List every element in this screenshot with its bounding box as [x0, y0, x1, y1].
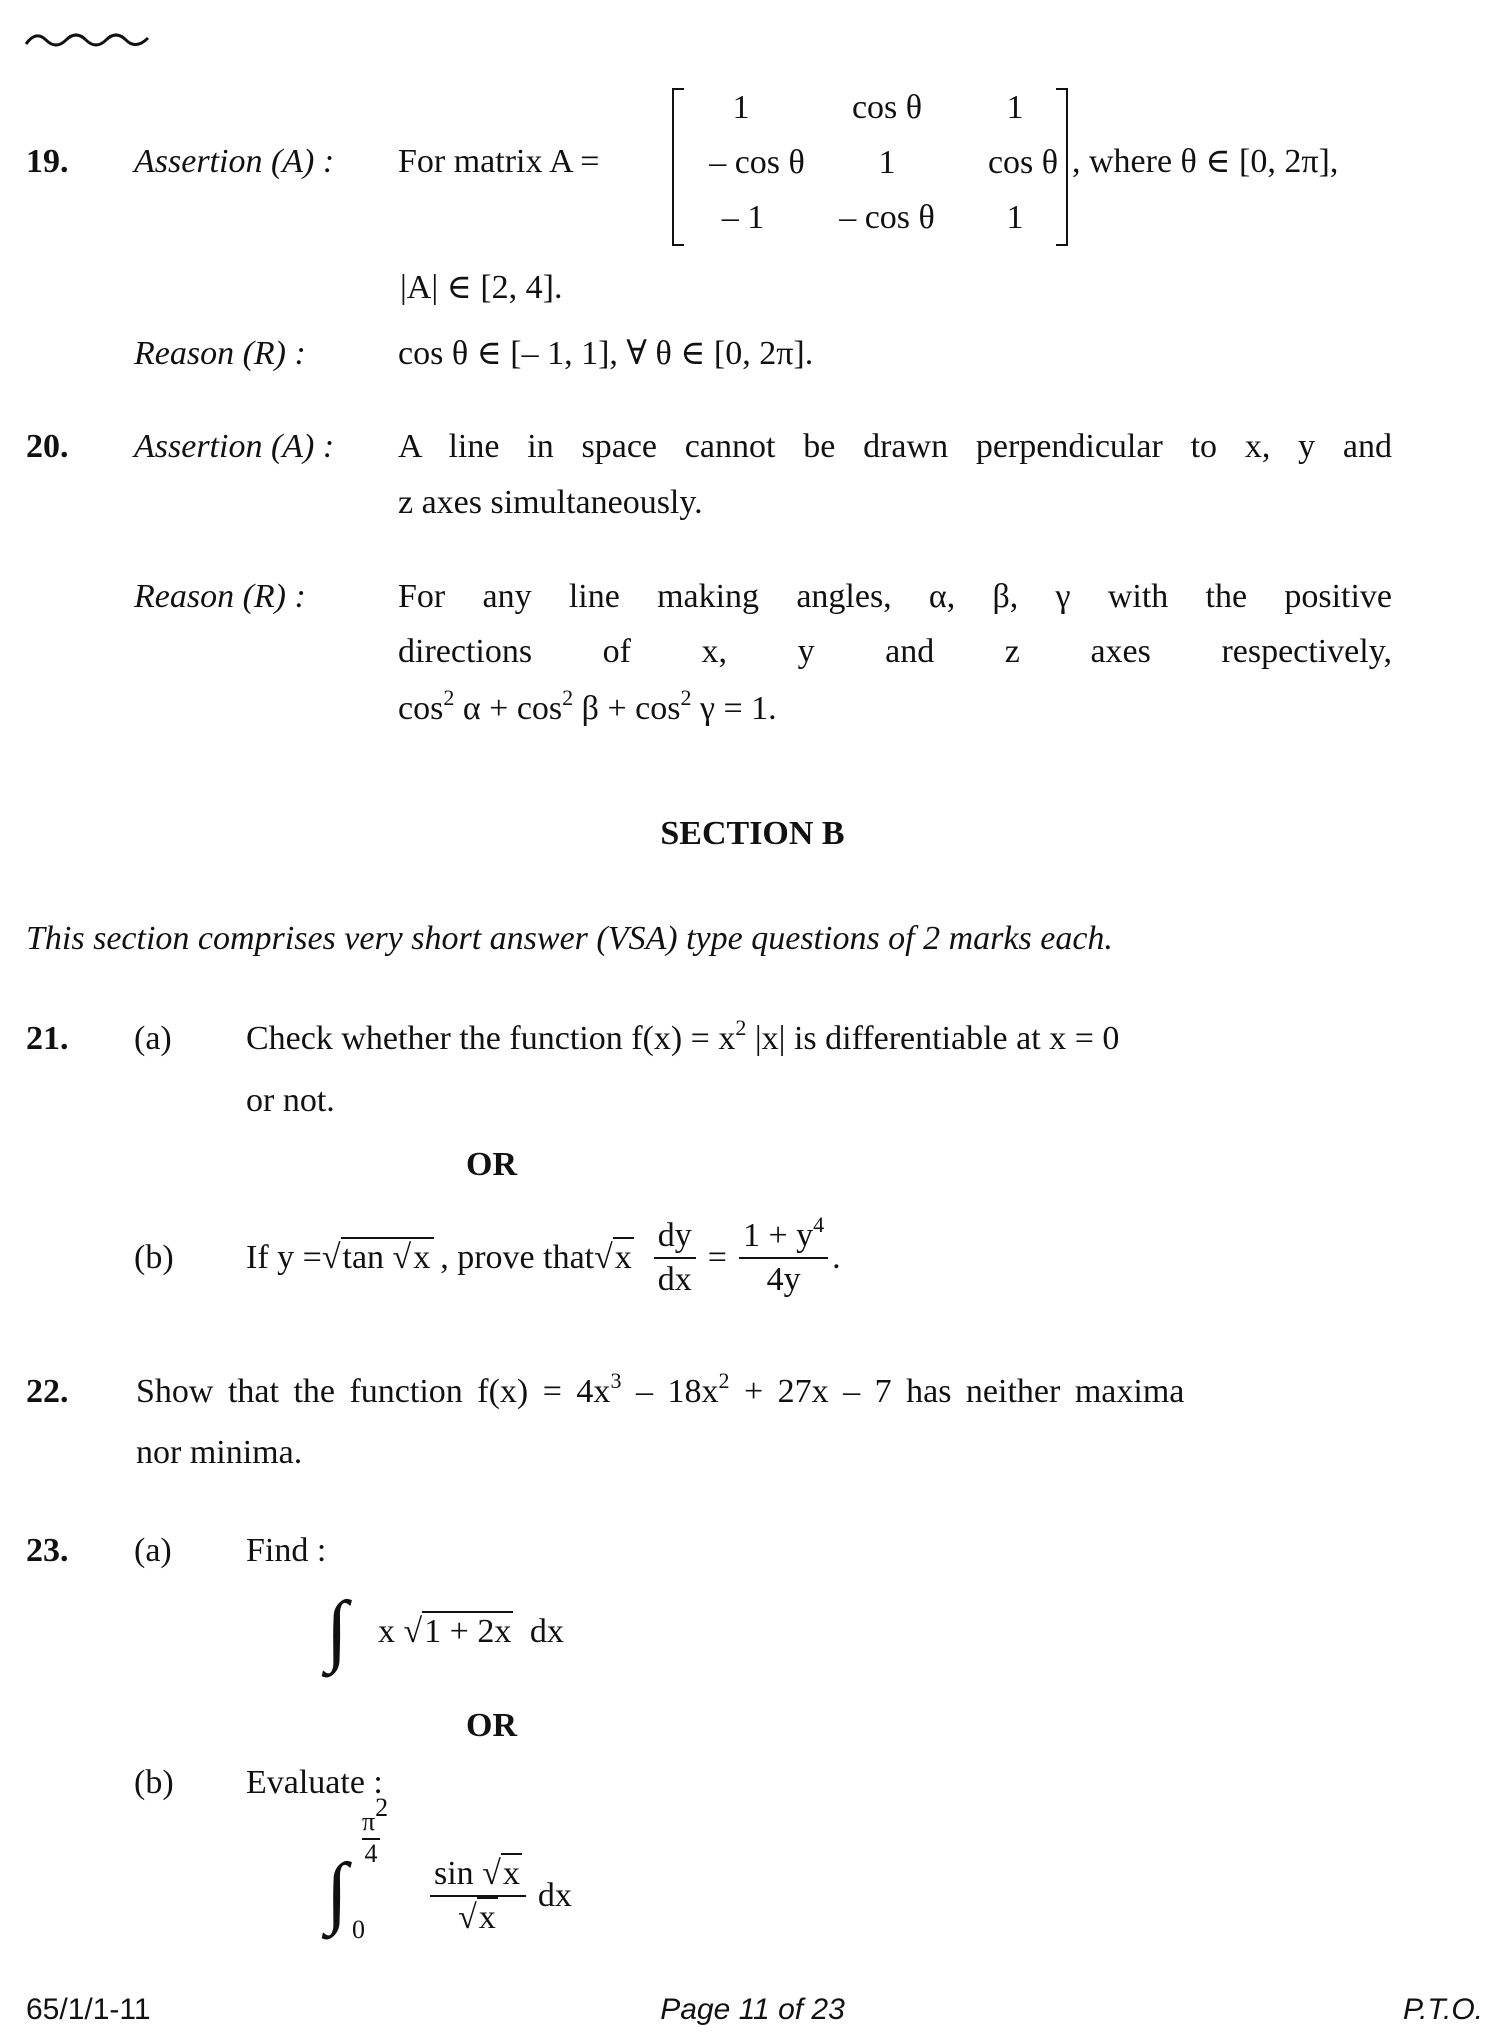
matrix-cell: – cos θ	[839, 199, 935, 236]
wave-decoration-icon	[24, 28, 154, 52]
reason-label: Reason (R) :	[134, 335, 306, 372]
matrix-cell: 1	[1006, 199, 1024, 236]
or-separator: OR	[466, 1707, 517, 1744]
question-number: 23.	[26, 1532, 69, 1569]
matrix-cell: cos θ	[987, 144, 1059, 181]
upper-limit: $\pi^2$ 4	[362, 1793, 389, 1868]
question-number: 20.	[26, 428, 69, 465]
question-number: 22.	[26, 1373, 69, 1410]
assertion-label: Assertion (A) :	[134, 428, 335, 465]
assertion-text-cont: , where θ ∈ [0, 2π],	[1072, 143, 1339, 180]
question-text: Evaluate :	[246, 1764, 383, 1801]
page-number: Page 11 of 23	[660, 1993, 845, 2026]
pto-label: P.T.O.	[1402, 1993, 1483, 2026]
option-label: (b)	[134, 1764, 174, 1801]
assertion-text-line2: |A| ∈ [2, 4].	[400, 269, 563, 306]
lower-limit: 0	[352, 1915, 365, 1944]
matrix-cell: 1	[1006, 89, 1024, 126]
question-number: 21.	[26, 1020, 69, 1057]
integral-sign-icon: ∫	[326, 1586, 348, 1674]
matrix-cell: 1	[878, 144, 896, 181]
integral-expression: $\frac{\sin √x}{√x}$ dx	[426, 1850, 572, 1942]
question-formula: If y = √tan √x , prove that √x $\frac{dy}{dx}$ = $\frac{1 + y^4}{4y}$ .	[246, 1212, 841, 1298]
reason-text: cos θ ∈ [– 1, 1], ∀ θ ∈ [0, 2π].	[398, 335, 814, 372]
reason-text-line2: directions of x, y and z axes respectively,	[398, 633, 1392, 670]
footer-code: 65/1/1-11	[26, 1993, 151, 2026]
option-label: (b)	[134, 1239, 174, 1276]
assertion-text: For matrix A =	[398, 143, 600, 180]
matrix-cell: – 1	[721, 199, 765, 236]
question-text-line2: nor minima.	[136, 1434, 303, 1471]
or-separator: OR	[466, 1146, 517, 1183]
matrix-cell: – cos θ	[709, 144, 805, 181]
assertion-text-line2: z axes simultaneously.	[398, 484, 703, 521]
question-text: Find :	[246, 1532, 327, 1569]
matrix-cell: cos θ	[851, 89, 923, 126]
option-label: (a)	[134, 1532, 172, 1569]
question-text: Show that the function $f(x) = 4x^3 - 18x^2 + 27x - 7$ has neither maxima	[136, 1368, 1185, 1410]
question-number: 19.	[26, 143, 69, 180]
reason-text: For any line making angles, α, β, γ with the positive	[398, 578, 1392, 615]
question-text: Check whether the function $f(x) = x^2$ |x| is differentiable at x = 0	[246, 1015, 1120, 1057]
matrix-cell: 1	[732, 89, 750, 126]
assertion-text: A line in space cannot be drawn perpendicular to x, y and	[398, 428, 1392, 465]
reason-label: Reason (R) :	[134, 578, 306, 615]
integral-expression: x √1 + 2x dx	[378, 1613, 564, 1650]
section-description: This section comprises very short answer (VSA) type questions of 2 marks each.	[26, 920, 1113, 957]
option-label: (a)	[134, 1020, 172, 1057]
question-text-line2: or not.	[246, 1082, 335, 1119]
assertion-label: Assertion (A) :	[134, 143, 335, 180]
integral-sign-icon: ∫	[326, 1848, 348, 1936]
reason-formula: $\cos^2 \alpha + \cos^2 \beta + \cos^2 \gamma = 1$.	[398, 685, 777, 727]
section-title: SECTION B	[660, 815, 845, 852]
